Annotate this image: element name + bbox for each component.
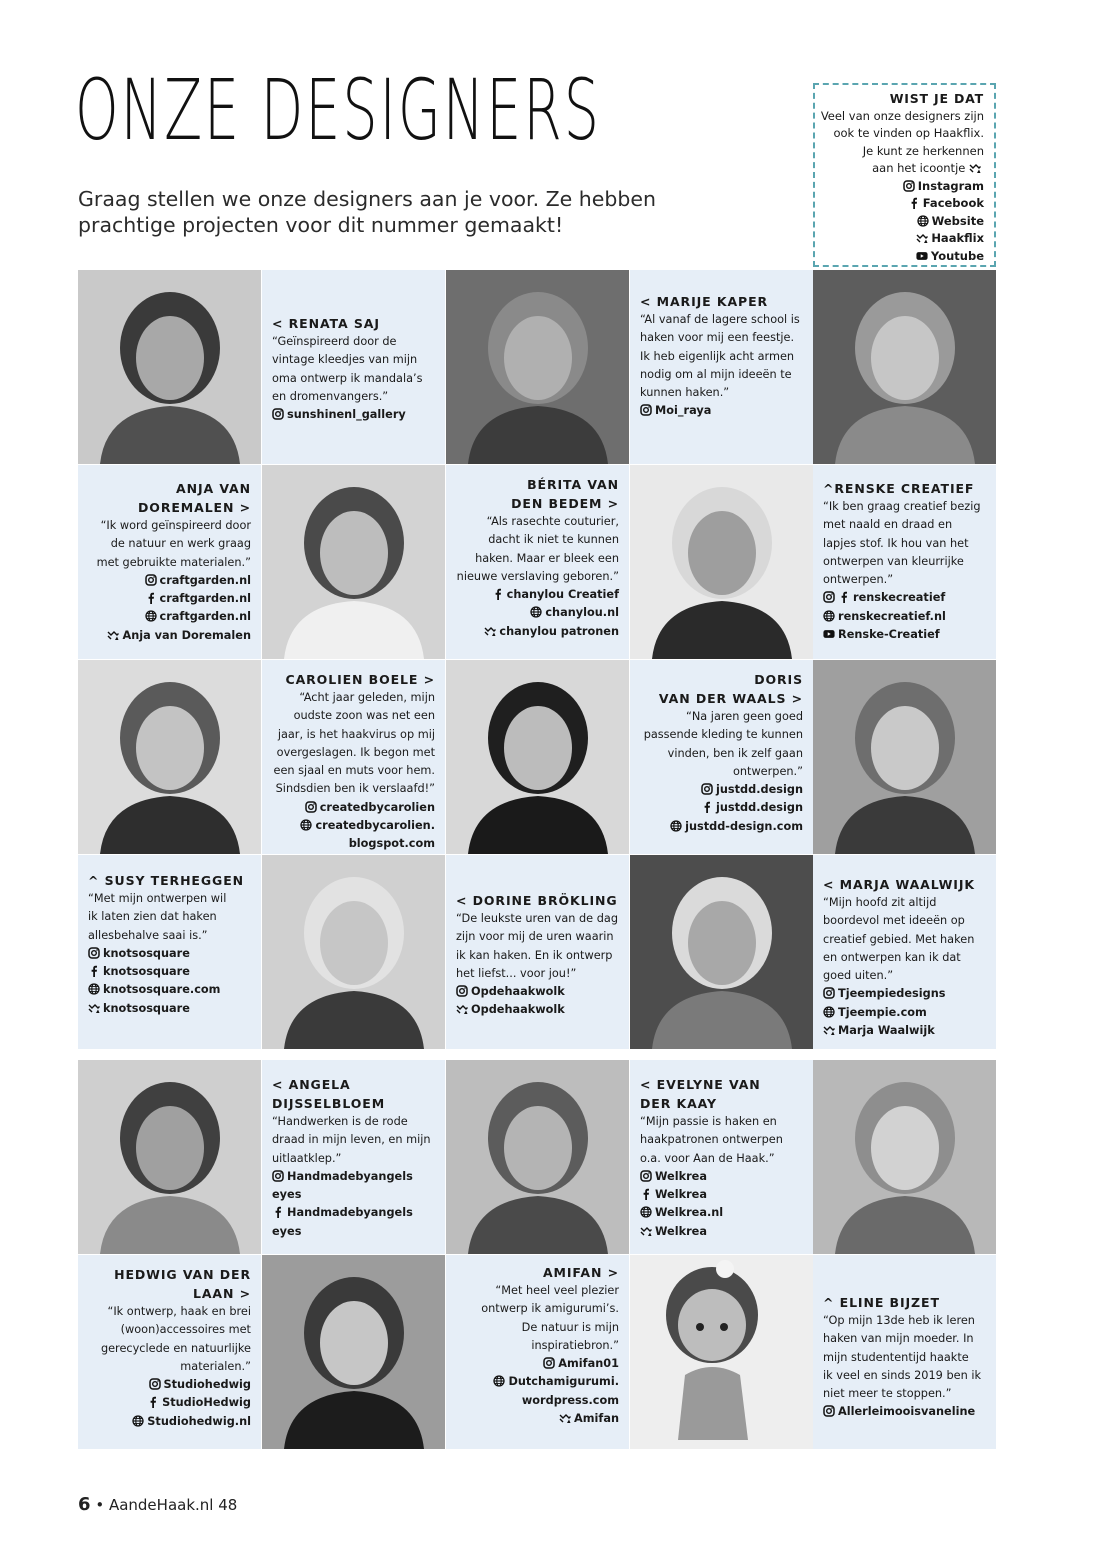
legend-item-haakflix [819,230,984,248]
designer-photo-doris [813,660,996,854]
instagram-icon [823,1405,835,1417]
designer-name: < DORINE BRÖKLING [456,893,618,908]
designer-name: HEDWIG VAN DER LAAN > [114,1267,251,1301]
page-title: ONZE DESIGNERS [75,61,601,159]
info-line-2: ook te vinden op Haakflix. [833,126,984,140]
social-handle: createdbycarolien [319,800,435,814]
website-icon [670,820,682,832]
social-link[interactable] [823,1004,986,1022]
social-link[interactable] [823,589,986,607]
social-handle: Handmadebyangels eyes [272,1169,413,1202]
social-handle: Opdehaakwolk [471,1003,565,1017]
social-link[interactable] [823,985,986,1003]
social-link[interactable] [823,608,986,626]
website-icon [493,1375,505,1387]
instagram-icon [88,947,100,959]
designer-card [630,270,813,464]
designer-quote: “Na jaren geen goed passende kleding te kunnen vinden, ben ik zelf gaan ontwerpen.” [643,710,803,778]
social-link[interactable] [88,608,251,626]
instagram-icon [149,1378,161,1390]
social-handle: Allerleimooisvaneline [838,1405,976,1419]
instagram-icon [640,404,652,416]
designer-name: < ANGELA DIJSSELBLOEM [272,1077,386,1111]
designer-photo-carolien [78,660,261,854]
social-link[interactable] [456,1410,619,1428]
info-box-title: WIST JE DAT [889,91,984,106]
website-icon [640,1206,652,1218]
designer-quote: “Acht jaar geleden, mijn oudste zoon was net een jaar, is het haakvirus op mij overgeslagen. Ik begon met een sjaal en muts voor hem. Sindsdien ben ik verslaafd!” [273,691,435,796]
social-handle: Tjeempiedesigns [838,987,946,1001]
social-link[interactable] [88,945,251,963]
instagram-icon [640,1170,652,1182]
social-link[interactable] [272,1204,435,1241]
social-handle: Amifan01 [558,1357,619,1371]
social-handle: StudioHedwig [162,1396,251,1410]
social-handle: Anja van Doremalen [122,628,251,642]
page-footer [78,1494,237,1515]
social-handle: knotsosquare [103,1001,190,1015]
designer-card [78,855,261,1049]
website-icon [917,215,929,227]
info-line-1: Veel van onze designers zijn [820,108,984,123]
social-handle: knotsosquare [103,946,190,960]
designer-photo-marije [813,270,996,464]
legend-label: Youtube [930,248,984,263]
designer-name: BÉRITA VAN DEN BEDEM > [511,477,619,511]
facebook-icon [492,588,504,600]
social-handle: Tjeempie.com [838,1005,927,1019]
instagram-icon [456,985,468,997]
haakflix-icon [484,625,496,637]
social-link[interactable] [272,817,435,854]
designer-card [813,855,996,1049]
designer-name: < EVELYNE VAN DER KAAY [640,1077,761,1111]
social-handle: craftgarden.nl [159,573,251,587]
info-line-4 [819,160,984,178]
website-icon [530,606,542,618]
designer-photo-angela [78,1060,261,1254]
designer-quote: “Mijn hoofd zit altijd boordevol met ideeën op creatief gebied. Met haken en ontwerpen kan ik dat goed uiten.” [823,896,975,983]
social-link[interactable] [640,1223,803,1241]
social-handle: Welkrea [655,1169,707,1183]
social-handle: Opdehaakwolk [471,985,565,999]
social-handle: chanylou.nl [545,606,619,620]
social-link[interactable] [823,626,986,644]
designer-quote: “Ik ben graag creatief bezig met naald en draad en lapjes stof. Ik hou van het ontwerpen van kleurrijke ontwerpen.” [823,500,981,587]
designer-quote: “Met heel veel plezier ontwerp ik amigurumi’s. De natuur is mijn inspiratiebron.” [481,1284,619,1352]
haakflix-icon [916,232,928,244]
website-icon [88,983,100,995]
social-handle: Studiohedwig [163,1378,251,1392]
designer-card [262,1060,445,1254]
youtube-icon [823,628,835,640]
social-link[interactable] [456,623,619,641]
social-link[interactable] [272,1168,435,1205]
designer-photo-amifan-doll [630,1255,813,1449]
designer-name: ^ SUSY TERHEGGEN [88,873,244,888]
instagram-icon [701,783,713,795]
social-link[interactable] [88,572,251,590]
facebook-icon [701,801,713,813]
legend-item-instagram [819,178,984,196]
social-link[interactable] [88,981,251,999]
info-line-3: Je kunt ze herkennen [862,143,984,158]
social-link[interactable] [88,963,251,981]
designer-quote: “Ik ontwerp, haak en brei (woon)accessoires met gerecyclede en natuurlijke materialen.” [100,1305,251,1373]
social-handle: justdd-design.com [685,819,803,833]
designer-card [446,855,629,1049]
social-handle: Welkrea [655,1224,707,1238]
social-handle: Studiohedwig.nl [147,1414,251,1428]
designer-card [630,660,813,854]
instagram-icon [543,1357,555,1369]
designer-card [813,465,996,659]
social-handle: Welkrea [655,1188,707,1202]
designer-name: < MARIJE KAPER [640,294,769,309]
social-handle: knotsosquare.com [103,983,221,997]
haakflix-icon [107,629,119,641]
social-link[interactable] [456,1001,619,1019]
social-handle: renskecreatief.nl [838,609,946,623]
social-link[interactable] [640,1204,803,1222]
designer-photo-doris-left [446,660,629,854]
legend-label: Website [931,213,984,228]
info-line-4-text: aan het icoontje [872,161,966,175]
instagram-icon [823,591,835,603]
haakflix-icon [969,162,981,174]
social-handle: craftgarden.nl [159,610,251,624]
website-icon [132,1415,144,1427]
publication-name: AandeHaak.nl 48 [108,1496,238,1514]
facebook-icon [838,591,850,603]
legend-item-youtube [819,248,984,266]
designer-photo-evelyne [446,1060,629,1254]
social-handle: Amifan [574,1412,619,1426]
designer-photo-anja [262,465,445,659]
facebook-icon [640,1188,652,1200]
social-link[interactable] [456,586,619,604]
designer-quote: “De leukste uren van de dag zijn voor mij de uren waarin ik kan haken. En ik ontwerp het liefst... voor jou!” [456,912,618,980]
designer-card [446,465,629,659]
social-link[interactable] [88,1000,251,1018]
designer-quote: “Handwerken is de rode draad in mijn leven, en mijn uitlaatklep.” [272,1115,431,1165]
social-handle: knotsosquare [103,965,190,979]
designer-name: < RENATA SAJ [272,316,380,331]
intro-line-2: prachtige projecten voor dit nummer gemaakt! [78,213,564,237]
social-link[interactable] [640,818,803,836]
instagram-icon [272,408,284,420]
haakflix-icon [88,1002,100,1014]
designer-quote: “Al vanaf de lagere school is haken voor mij een feestje. Ik heb eigenlijk acht armen nodig om al mijn ideeën te kunnen haken.” [640,313,800,400]
youtube-icon [916,250,928,262]
social-link[interactable] [823,1403,986,1421]
facebook-icon [145,592,157,604]
designer-photo-eline [813,1060,996,1254]
instagram-icon [305,801,317,813]
social-handle: renskecreatief [853,591,946,605]
social-link[interactable] [640,781,803,799]
social-link[interactable] [456,604,619,622]
designer-photo-susy [262,855,445,1049]
haakflix-icon [823,1024,835,1036]
website-icon [300,819,312,831]
facebook-icon [88,965,100,977]
social-handle: craftgarden.nl [159,592,251,606]
designer-quote: “Geïnspireerd door de vintage kleedjes van mijn oma ontwerp ik mandala’s en dromenvangers.” [272,335,423,403]
social-handle: Marja Waalwijk [838,1024,935,1038]
social-handle: Moi_raya [655,404,712,418]
social-handle: Renske-Creatief [838,628,940,642]
designer-name: ^RENSKE CREATIEF [823,481,975,496]
social-link[interactable] [272,799,435,817]
social-link[interactable] [640,799,803,817]
designer-card [630,1060,813,1254]
social-link[interactable] [640,1168,803,1186]
designer-name: AMIFAN > [542,1265,619,1280]
social-handle: createdbycarolien. blogspot.com [315,819,435,851]
haakflix-icon [559,1412,571,1424]
legend-label: Facebook [922,196,984,210]
designer-card [813,1255,996,1449]
intro-line-1: Graag stellen we onze designers aan je voor. Ze hebben [78,187,657,211]
website-icon [145,610,157,622]
social-handle: chanylou patronen [499,624,619,638]
designer-quote: “Op mijn 13de heb ik leren haken van mijn moeder. In mijn studententijd haakte ik veel en sinds 2019 ben ik niet meer te stoppen.” [823,1314,982,1401]
designer-photo-marije-scene [446,270,629,464]
social-link[interactable] [823,1022,986,1040]
social-link[interactable] [88,1413,251,1431]
instagram-icon [272,1170,284,1182]
designer-quote: “Als rasechte couturier, dacht ik niet te kunnen haken. Maar er bleek een nieuwe verslaving geboren.” [456,515,619,583]
info-box [813,83,996,267]
designer-photo-dorine-marja [630,855,813,1049]
website-icon [823,1006,835,1018]
social-handle: justdd.design [716,783,803,797]
designer-name: ^ ELINE BIJZET [823,1295,940,1310]
social-handle: Dutchamigurumi. wordpress.com [508,1375,619,1407]
haakflix-icon [640,1225,652,1237]
social-link[interactable] [88,1376,251,1394]
facebook-icon [272,1206,284,1218]
designer-name: ANJA VAN DOREMALEN > [138,481,251,515]
legend-label: Haakflix [931,231,984,245]
haakflix-icon [456,1003,468,1015]
social-handle: justdd.design [716,801,803,815]
designer-photo-hedwig [262,1255,445,1449]
social-link[interactable] [272,406,435,424]
legend-label: Instagram [917,178,984,193]
website-icon [823,610,835,622]
social-link[interactable] [88,590,251,608]
designer-quote: “Mijn passie is haken en haakpatronen ontwerpen o.a. voor Aan de Haak.” [640,1115,783,1165]
social-link[interactable] [456,1373,619,1410]
social-handle: Welkrea.nl [655,1206,724,1220]
page-number: 6 [78,1494,91,1515]
designer-quote: “Ik word geïnspireerd door de natuur en werk graag met gebruikte materialen.” [96,519,251,569]
social-handle: Handmadebyangels eyes [272,1206,413,1238]
social-link[interactable] [88,1394,251,1412]
instagram-icon [145,574,157,586]
social-link[interactable] [640,1186,803,1204]
designer-card [78,1255,261,1449]
instagram-icon [823,987,835,999]
designer-name: CAROLIEN BOELE > [285,672,435,687]
designer-card [262,660,445,854]
legend-item-facebook [819,195,984,213]
social-link[interactable] [456,983,619,1001]
facebook-icon [147,1396,159,1408]
social-link[interactable] [640,402,803,420]
designer-name: < MARJA WAALWIJK [823,877,975,892]
social-handle: sunshinenl_gallery [287,408,406,422]
social-handle: chanylou Creatief [506,588,619,602]
instagram-icon [903,180,915,192]
designer-photo-berita [630,465,813,659]
designer-card [446,1255,629,1449]
social-link[interactable] [88,627,251,645]
intro-text [78,186,698,238]
designer-card [78,465,261,659]
legend-item-website [819,213,984,231]
facebook-icon [908,197,920,209]
footer-bullet: • [95,1496,105,1514]
designer-quote: “Met mijn ontwerpen wil ik laten zien dat haken allesbehalve saai is.” [88,892,227,942]
designer-name: DORIS VAN DER WAALS > [658,672,803,706]
social-link[interactable] [456,1355,619,1373]
designer-card [262,270,445,464]
designer-photo-renata [78,270,261,464]
